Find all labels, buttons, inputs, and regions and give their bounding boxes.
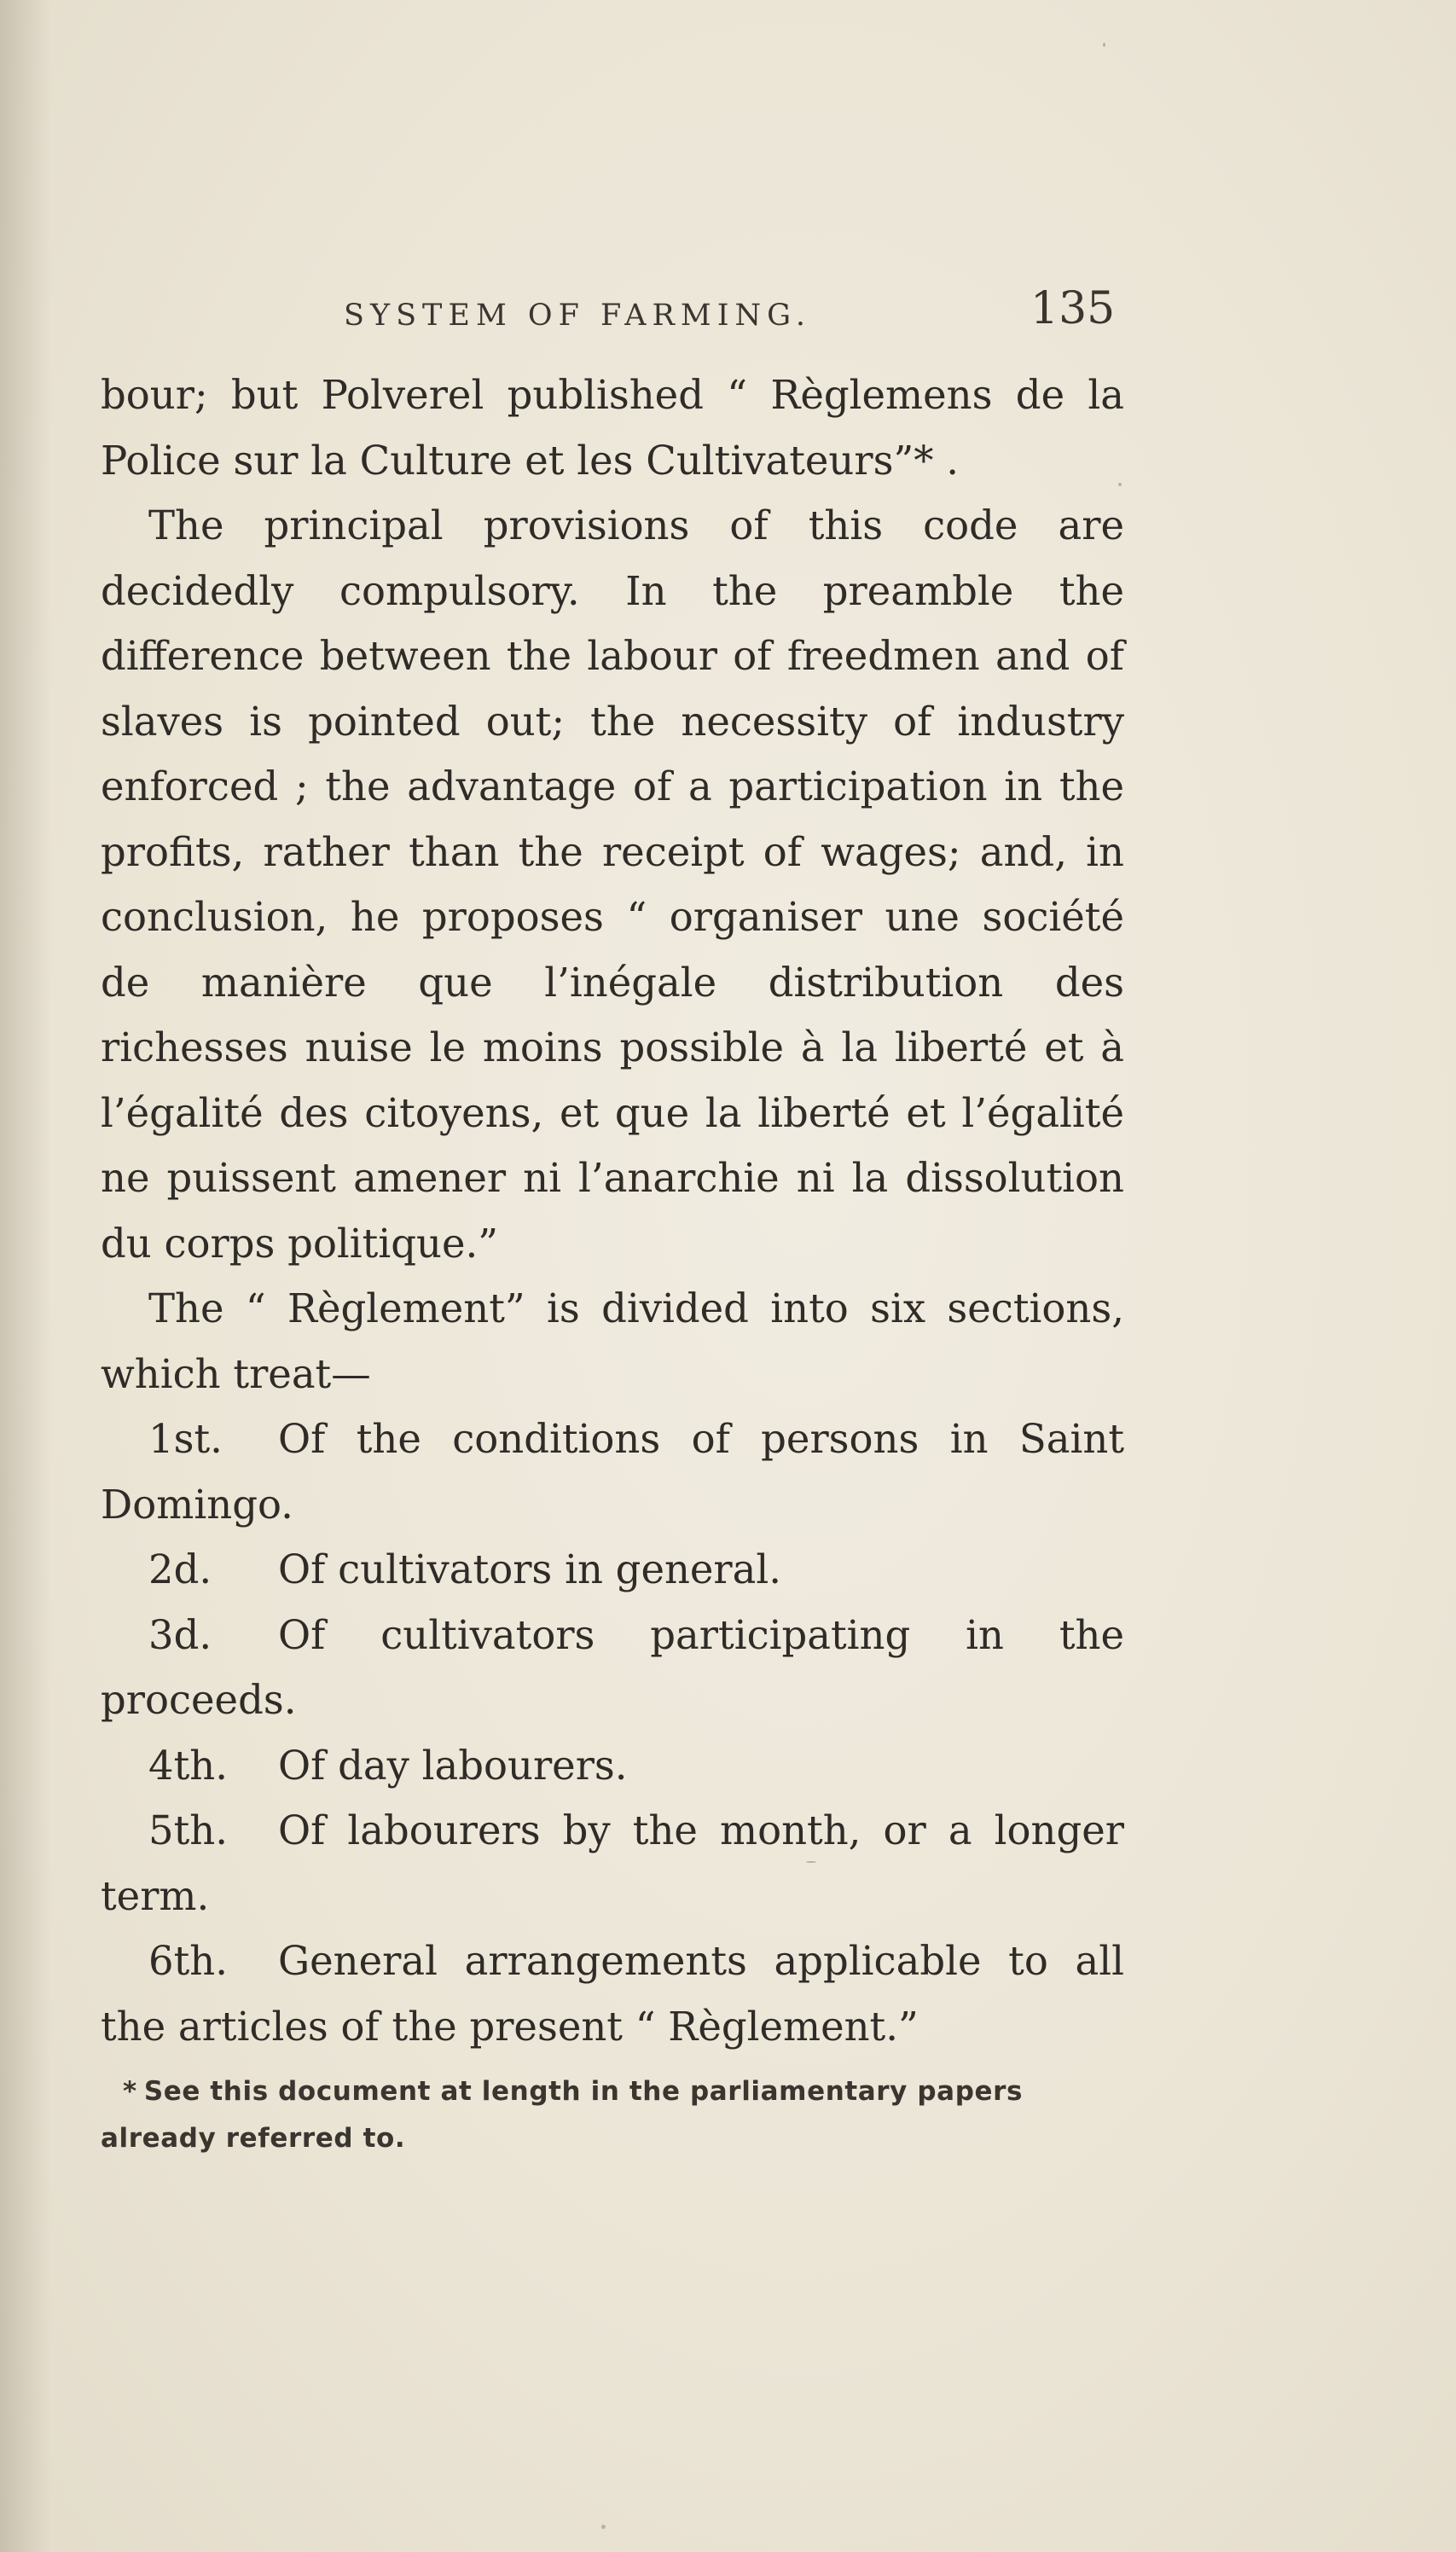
section-number: 3d. — [148, 1611, 212, 1658]
paper-speck — [601, 2525, 606, 2529]
section-item-2 — [101, 1537, 1124, 1603]
paper-speck — [1118, 483, 1122, 486]
paper-speck — [806, 1861, 816, 1863]
running-title: SYSTEM OF FARMING. — [344, 299, 812, 333]
gutter-shadow — [0, 0, 51, 2552]
section-text: Of cultivators in general. — [278, 1546, 782, 1592]
section-item-1 — [101, 1406, 1124, 1537]
section-number: 6th. — [148, 1938, 228, 1984]
section-number: 5th. — [148, 1807, 228, 1853]
section-item-4 — [101, 1733, 1124, 1799]
section-item-6 — [101, 1928, 1124, 2059]
section-number: 2d. — [148, 1546, 212, 1592]
paragraph-continuation: bour; but Polverel published “ Règlemens de la Police sur la Culture et les Cultivateurs”* . — [101, 372, 1124, 484]
running-head — [101, 281, 1124, 341]
footnote-mark: * — [123, 2076, 137, 2107]
paragraph-reglement: The “ Règlement” is divided into six sections, which treat— — [101, 1285, 1124, 1397]
section-text: Of day labourers. — [278, 1742, 628, 1789]
section-item-3 — [101, 1603, 1124, 1733]
paper-speck — [1103, 43, 1105, 47]
section-item-5 — [101, 1798, 1124, 1928]
section-number: 1st. — [148, 1416, 223, 1462]
section-text: Of the conditions of persons in Saint Domingo. — [101, 1416, 1124, 1528]
section-number: 4th. — [148, 1742, 228, 1789]
section-text: Of cultivators participating in the proceeds. — [101, 1611, 1124, 1723]
body-text — [101, 362, 1124, 2059]
footnote — [101, 2068, 1133, 2162]
page-number: 135 — [1030, 283, 1116, 334]
section-text: Of labourers by the month, or a longer term. — [101, 1807, 1124, 1919]
section-text: General arrangements applicable to all the articles of the present “ Règlement.” — [101, 1938, 1124, 2050]
paragraph-provisions: The principal provisions of this code are decidedly compulsory. In the preamble the difference between the labour of freedmen and of slaves is pointed out; the necessity of industry enforced ; the advantage of a participation in the profits, rather than the receipt of wages; and, in conclusion, he proposes “ organiser une société de manière que l’inégale distribution des richesses nuise le moins possible à la liberté et à l’égalité des citoyens, et que la liberté et l’égalité ne puissent amener ni l’anarchie ni la dissolution du corps politique.” — [101, 502, 1124, 1267]
footnote-text: See this document at length in the parliamentary papers already referred to. — [101, 2076, 1024, 2154]
